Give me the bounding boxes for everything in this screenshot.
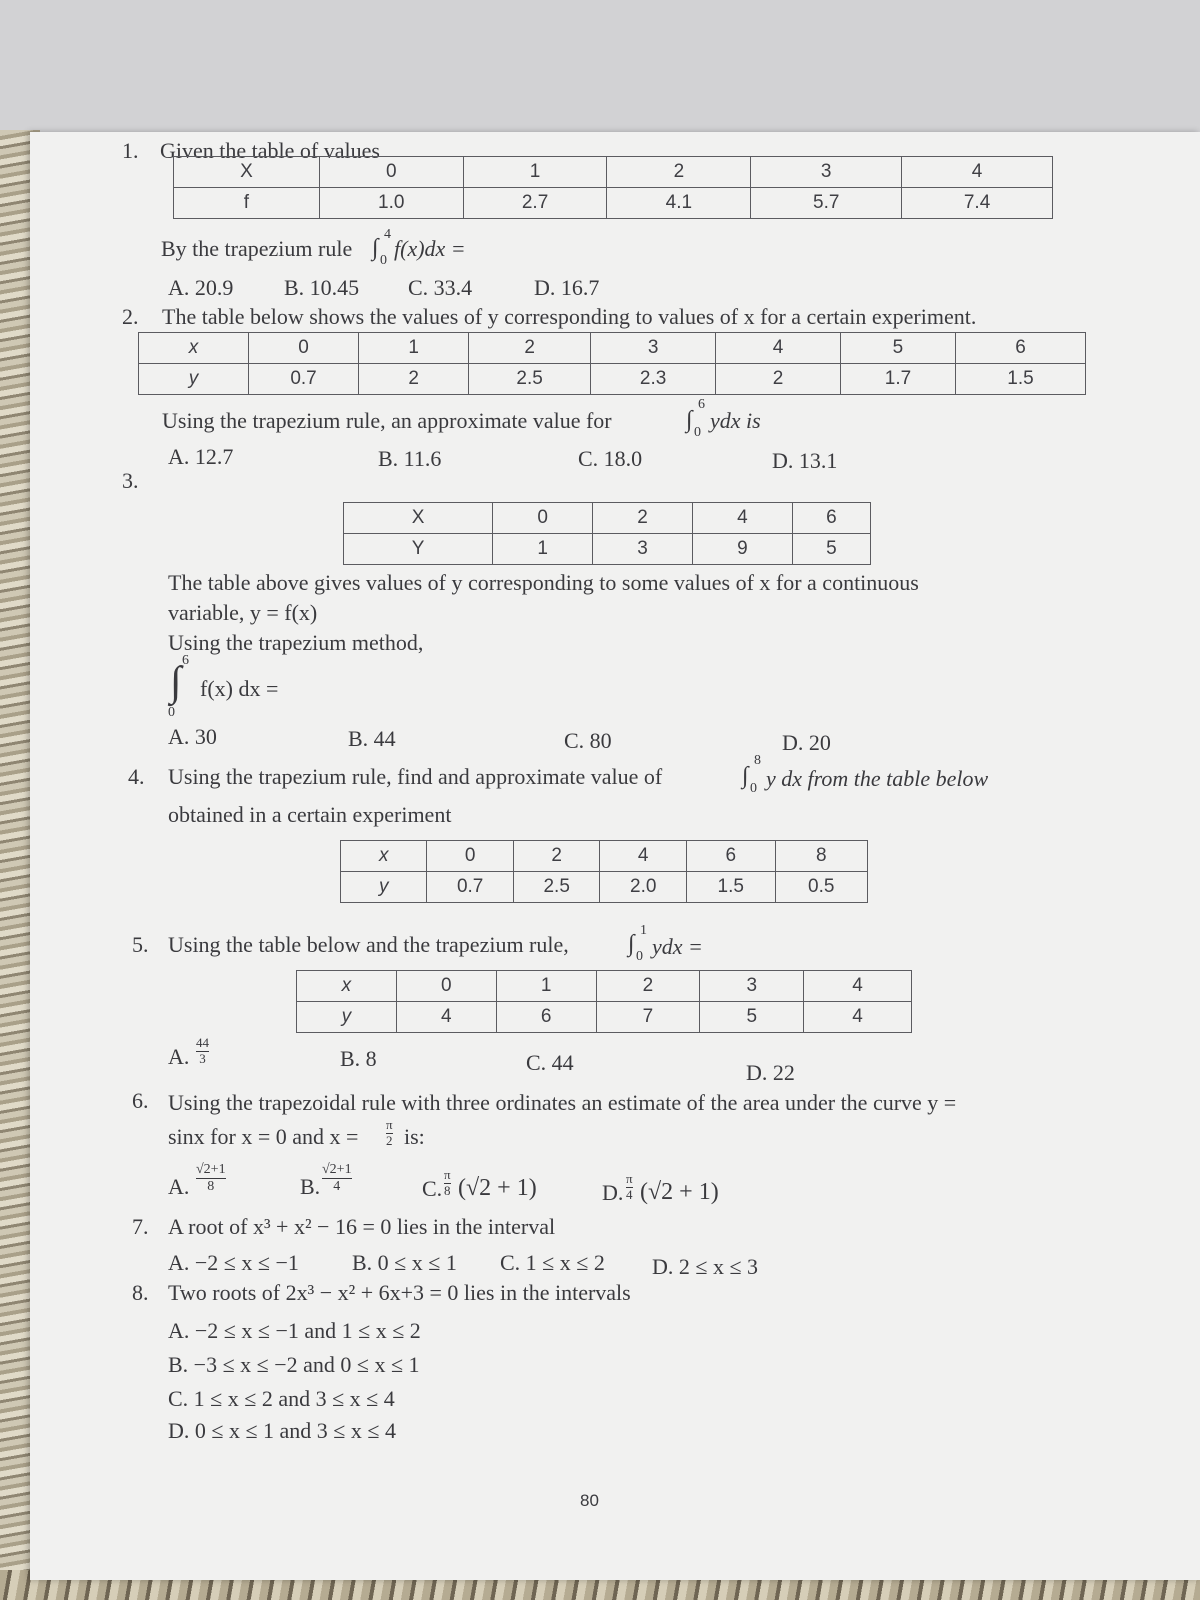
integral-sign: ∫ [742,763,749,789]
table-cell: 2 [593,503,693,534]
table-cell: 6 [956,333,1086,364]
q8-number: 8. [132,1280,149,1305]
integral-sign: ∫ [372,235,379,261]
q4-text-line1b: y dx from the table below [766,766,989,791]
q6-text-line2a: sinx for x = 0 and x = [168,1124,359,1149]
q1-table [173,156,1053,219]
table-row [341,841,868,872]
table-cell: 4 [600,841,687,872]
table-cell: 4 [804,1002,912,1033]
table-cell: 2.5 [469,364,591,395]
integral-upper-limit: 6 [182,653,189,668]
q6-number: 6. [132,1088,149,1113]
table-cell: 4 [692,503,792,534]
fraction-denominator: 2 [386,1132,393,1148]
table-row [174,157,1053,188]
q2-number: 2. [122,304,139,329]
table-cell: 3 [751,157,902,188]
table-cell: 6 [686,841,775,872]
fraction-numerator: √2+1 [196,1162,226,1177]
q5-integrand: ydx = [652,934,703,959]
q1-prompt: By the trapezium rule [161,236,353,261]
integral-upper-limit: 1 [640,923,647,938]
option-b: B. −3 ≤ x ≤ −2 and 0 ≤ x ≤ 1 [168,1352,420,1377]
table-row [174,188,1053,219]
table-cell: 2 [359,364,469,395]
table-cell: 0 [427,841,514,872]
table-row [139,364,1086,395]
table-cell: 0.5 [775,872,868,903]
q2-integrand: ydx is [710,408,761,433]
table-cell: 3 [700,971,804,1002]
q6-option-b-fraction [322,1162,352,1195]
fraction-denominator: 3 [196,1051,209,1067]
q3-table [343,502,871,565]
table-cell: 2 [607,157,751,188]
q4-text-line1: Using the trapezium rule, find and approximate value of [168,764,663,789]
q2-text: The table below shows the values of y corresponding to values of x for a certain experiment. [162,304,977,329]
table-row [344,503,871,534]
fraction-numerator: π [444,1167,451,1182]
q6-option-a-fraction [196,1162,226,1195]
q2-table [138,332,1086,395]
option-b: B. 11.6 [378,446,442,471]
integral-upper-limit: 4 [384,227,391,242]
table-cell: 1.7 [840,364,955,395]
table-cell: x [341,841,427,872]
option-d: D. 20 [782,730,831,755]
q3-number: 3. [122,468,139,493]
table-cell: 2 [469,333,591,364]
table-cell: 5 [840,333,955,364]
table-cell: 2.3 [591,364,716,395]
worksheet-page [30,132,1200,1580]
option-a: A. 12.7 [168,444,234,469]
option-b: B. 44 [348,726,396,751]
q7-number: 7. [132,1214,149,1239]
option-c: C. 18.0 [578,446,643,471]
table-cell: 1.5 [956,364,1086,395]
q6-option-d-fraction [626,1172,633,1203]
table-cell: y [341,872,427,903]
q5-table [296,970,912,1033]
q4-table [340,840,868,903]
table-cell: 6 [792,503,870,534]
q6-option-c-label: C. [422,1176,443,1201]
option-a: A. 20.9 [168,275,234,300]
table-row [139,333,1086,364]
integral-sign: ∫ [170,659,182,705]
table-row [341,872,868,903]
option-c: C. 80 [564,728,612,753]
q4-number: 4. [128,764,145,789]
table-row [297,971,912,1002]
table-cell: 2 [513,841,600,872]
option-a: A. −2 ≤ x ≤ −1 [168,1250,299,1275]
option-d: D. 0 ≤ x ≤ 1 and 3 ≤ x ≤ 4 [168,1418,396,1443]
q3-text-line1: The table above gives values of y corresponding to some values of x for a continuous [168,570,919,595]
option-d: D. 22 [746,1060,795,1085]
table-cell: 5 [700,1002,804,1033]
q8-text: Two roots of 2x³ − x² + 6x+3 = 0 lies in the intervals [168,1280,631,1305]
page-number: 80 [580,1491,599,1510]
q3-integrand: f(x) dx = [200,676,279,701]
q1-text: Given the table of values [160,138,380,163]
q6-option-d-tail: (√2 + 1) [640,1179,719,1205]
option-d: D. 2 ≤ x ≤ 3 [652,1254,759,1279]
q1-number: 1. [122,138,139,163]
q4-text-line2: obtained in a certain experiment [168,802,452,827]
table-cell: 1 [493,534,593,565]
q3-text-line2: variable, y = f(x) [168,600,318,625]
table-cell: 5 [792,534,870,565]
fraction-numerator: 44 [196,1035,209,1050]
table-cell: 4 [902,157,1053,188]
integral-upper-limit: 6 [698,397,705,412]
table-cell: 3 [593,534,693,565]
table-cell: 0 [248,333,358,364]
option-a: A. 30 [168,724,217,749]
table-row [344,534,871,565]
integral-sign: ∫ [628,931,635,957]
option-c: C. 1 ≤ x ≤ 2 [500,1250,605,1275]
table-cell: 4 [396,1002,496,1033]
table-cell: 2.7 [463,188,607,219]
table-cell: f [174,188,320,219]
integral-upper-limit: 8 [754,753,761,768]
table-cell: 0 [319,157,463,188]
table-cell: X [174,157,320,188]
integral-lower-limit: 0 [636,949,643,964]
option-c: C. 44 [526,1050,574,1075]
q2-prompt: Using the trapezium rule, an approximate value for [162,408,612,433]
q7-text: A root of x³ + x² − 16 = 0 lies in the interval [168,1214,556,1239]
table-cell: 0.7 [427,872,514,903]
table-cell: 9 [692,534,792,565]
fraction-denominator: 4 [626,1186,633,1202]
q6-pi-over-two [386,1118,393,1149]
option-d: D. 13.1 [772,448,838,473]
integral-lower-limit: 0 [750,781,757,796]
q3-text-line3: Using the trapezium method, [168,630,424,655]
table-cell: 0 [493,503,593,534]
table-cell: 1 [496,971,596,1002]
fraction-denominator: 8 [196,1178,226,1195]
table-cell: 1 [359,333,469,364]
table-row [297,1002,912,1033]
table-cell: 7 [596,1002,700,1033]
option-b: B. 10.45 [284,275,360,300]
table-cell: 2 [596,971,700,1002]
table-cell: y [297,1002,397,1033]
q6-text-line1: Using the trapezoidal rule with three ordinates an estimate of the area under the curve y = [168,1090,957,1115]
integral-lower-limit: 0 [168,705,175,720]
table-cell: 0 [396,971,496,1002]
table-cell: 1 [463,157,607,188]
fraction-numerator: √2+1 [322,1162,352,1177]
q6-option-c-tail: (√2 + 1) [458,1175,537,1201]
table-cell: 3 [591,333,716,364]
table-cell: 5.7 [751,188,902,219]
table-cell: 2.5 [513,872,600,903]
q6-option-c-fraction [444,1168,451,1199]
table-cell: 4 [804,971,912,1002]
option-a: A. −2 ≤ x ≤ −1 and 1 ≤ x ≤ 2 [168,1318,421,1343]
table-cell: 4.1 [607,188,751,219]
table-cell: 7.4 [902,188,1053,219]
q5-option-a-fraction [196,1036,209,1067]
q5-option-a-label: A. [168,1044,190,1069]
fraction-denominator: 8 [444,1182,451,1198]
table-cell: 2.0 [600,872,687,903]
integral-lower-limit: 0 [380,253,387,268]
option-c: C. 1 ≤ x ≤ 2 and 3 ≤ x ≤ 4 [168,1386,395,1411]
table-cell: 0.7 [248,364,358,395]
table-cell: Y [344,534,493,565]
option-d: D. 16.7 [534,275,600,300]
table-cell: 4 [716,333,841,364]
table-cell: 6 [496,1002,596,1033]
q1-integrand: f(x)dx = [394,236,466,261]
option-b: B. 8 [340,1046,377,1071]
q6-option-d-label: D. [602,1180,624,1205]
fraction-numerator: π [626,1171,633,1186]
option-c: C. 33.4 [408,275,473,300]
table-cell: X [344,503,493,534]
q5-text: Using the table below and the trapezium rule, [168,932,569,957]
table-cell: 1.5 [686,872,775,903]
table-cell: 8 [775,841,868,872]
q6-option-a-label: A. [168,1174,190,1199]
integral-lower-limit: 0 [694,425,701,440]
fraction-numerator: π [386,1117,393,1132]
table-cell: 2 [716,364,841,395]
q6-text-line2b: is: [404,1124,425,1149]
q5-number: 5. [132,932,149,957]
table-cell: x [139,333,249,364]
q6-option-b-label: B. [300,1174,321,1199]
integral-sign: ∫ [686,407,693,433]
option-b: B. 0 ≤ x ≤ 1 [352,1250,457,1275]
table-cell: y [139,364,249,395]
fraction-denominator: 4 [322,1178,352,1195]
table-cell: 1.0 [319,188,463,219]
table-cell: x [297,971,397,1002]
